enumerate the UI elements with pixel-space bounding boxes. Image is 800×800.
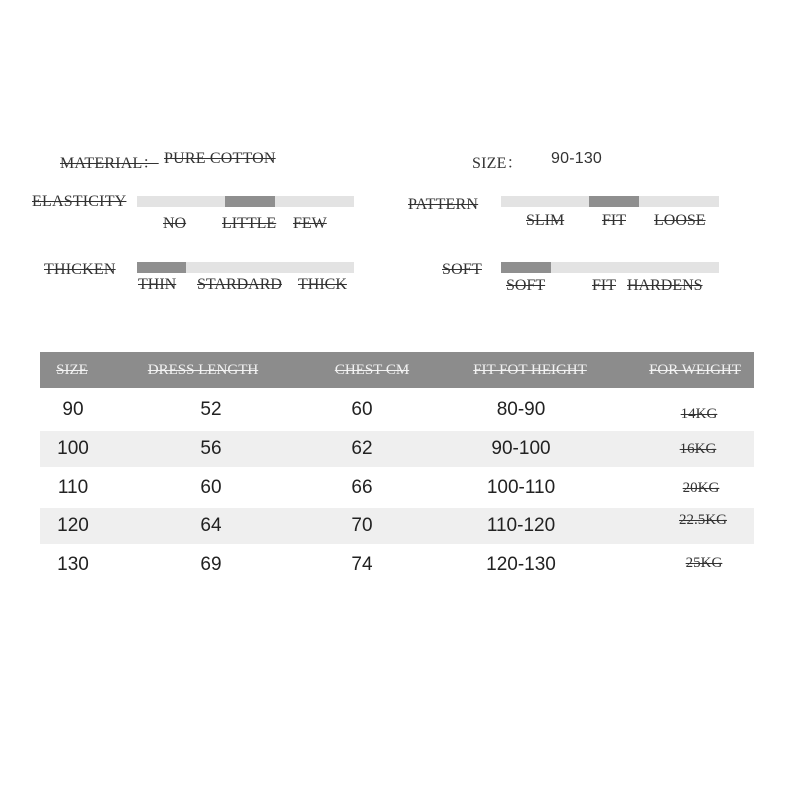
elasticity-bar — [137, 196, 354, 207]
cell-dress-length: 69 — [200, 554, 222, 575]
cell-height: 100-110 — [486, 477, 556, 498]
table-row — [40, 392, 754, 428]
elasticity-option-no: NO — [163, 215, 187, 232]
cell-dress-length: 52 — [200, 399, 222, 420]
cell-chest: 60 — [351, 399, 373, 420]
cell-chest: 70 — [351, 515, 373, 536]
header-size: SIZE — [56, 362, 88, 378]
elasticity-label: ELASTICITY — [32, 193, 127, 210]
pattern-option-loose: LOOSE — [654, 212, 706, 229]
cell-weight: 22.5KG — [679, 512, 727, 528]
cell-size: 90 — [62, 399, 84, 420]
cell-size: 100 — [57, 438, 89, 459]
thicken-option-thin: THIN — [138, 276, 177, 293]
thicken-label: THICKEN — [44, 261, 116, 278]
cell-height: 120-130 — [486, 554, 556, 575]
elasticity-option-little: LITTLE — [222, 215, 277, 232]
table-row — [40, 547, 754, 583]
cell-weight: 25KG — [685, 555, 723, 571]
cell-chest: 66 — [351, 477, 373, 498]
soft-bar — [501, 262, 719, 273]
thicken-selected-marker — [137, 262, 186, 273]
material-value: PURE COTTON — [164, 150, 276, 167]
pattern-label: PATTERN — [408, 196, 479, 213]
cell-chest: 74 — [351, 554, 373, 575]
soft-selected-marker — [501, 262, 551, 273]
header-chest-cm: CHEST CM — [334, 362, 410, 378]
header-fit-for-height: FIT FOT HEIGHT — [473, 362, 587, 378]
cell-size: 120 — [57, 515, 89, 536]
pattern-option-fit: FIT — [602, 212, 626, 229]
cell-dress-length: 60 — [200, 477, 222, 498]
cell-dress-length: 56 — [200, 438, 222, 459]
elasticity-option-few: FEW — [293, 215, 327, 232]
cell-dress-length: 64 — [200, 515, 222, 536]
cell-height: 90-100 — [491, 438, 551, 459]
size-table-header — [40, 352, 754, 388]
table-row — [40, 470, 754, 506]
material-label: MATERIAL： — [60, 155, 159, 172]
cell-weight: 20KG — [682, 480, 720, 496]
pattern-selected-marker — [589, 196, 639, 207]
cell-size: 110 — [57, 477, 89, 498]
thicken-option-stardard: STARDARD — [197, 276, 282, 293]
soft-option-fit: FIT — [592, 277, 616, 294]
size-label: SIZE： — [472, 155, 523, 172]
cell-chest: 62 — [351, 438, 373, 459]
header-for-weight: FOR WEIGHT — [649, 362, 741, 378]
header-dress-length: DRESS LENGTH — [147, 362, 259, 378]
thicken-bar — [137, 262, 354, 273]
cell-size: 130 — [57, 554, 89, 575]
cell-weight: 14KG — [680, 406, 718, 422]
elasticity-selected-marker — [225, 196, 275, 207]
soft-option-hardens: HARDENS — [627, 277, 703, 294]
table-row — [40, 431, 754, 467]
pattern-bar — [501, 196, 719, 207]
cell-height: 110-120 — [486, 515, 556, 536]
pattern-option-slim: SLIM — [526, 212, 565, 229]
thicken-option-thick: THICK — [298, 276, 347, 293]
table-row — [40, 508, 754, 544]
cell-height: 80-90 — [496, 399, 546, 420]
soft-option-soft: SOFT — [506, 277, 546, 294]
cell-weight: 16KG — [679, 441, 717, 457]
soft-label: SOFT — [442, 261, 482, 278]
size-value: 90-130 — [551, 150, 603, 167]
